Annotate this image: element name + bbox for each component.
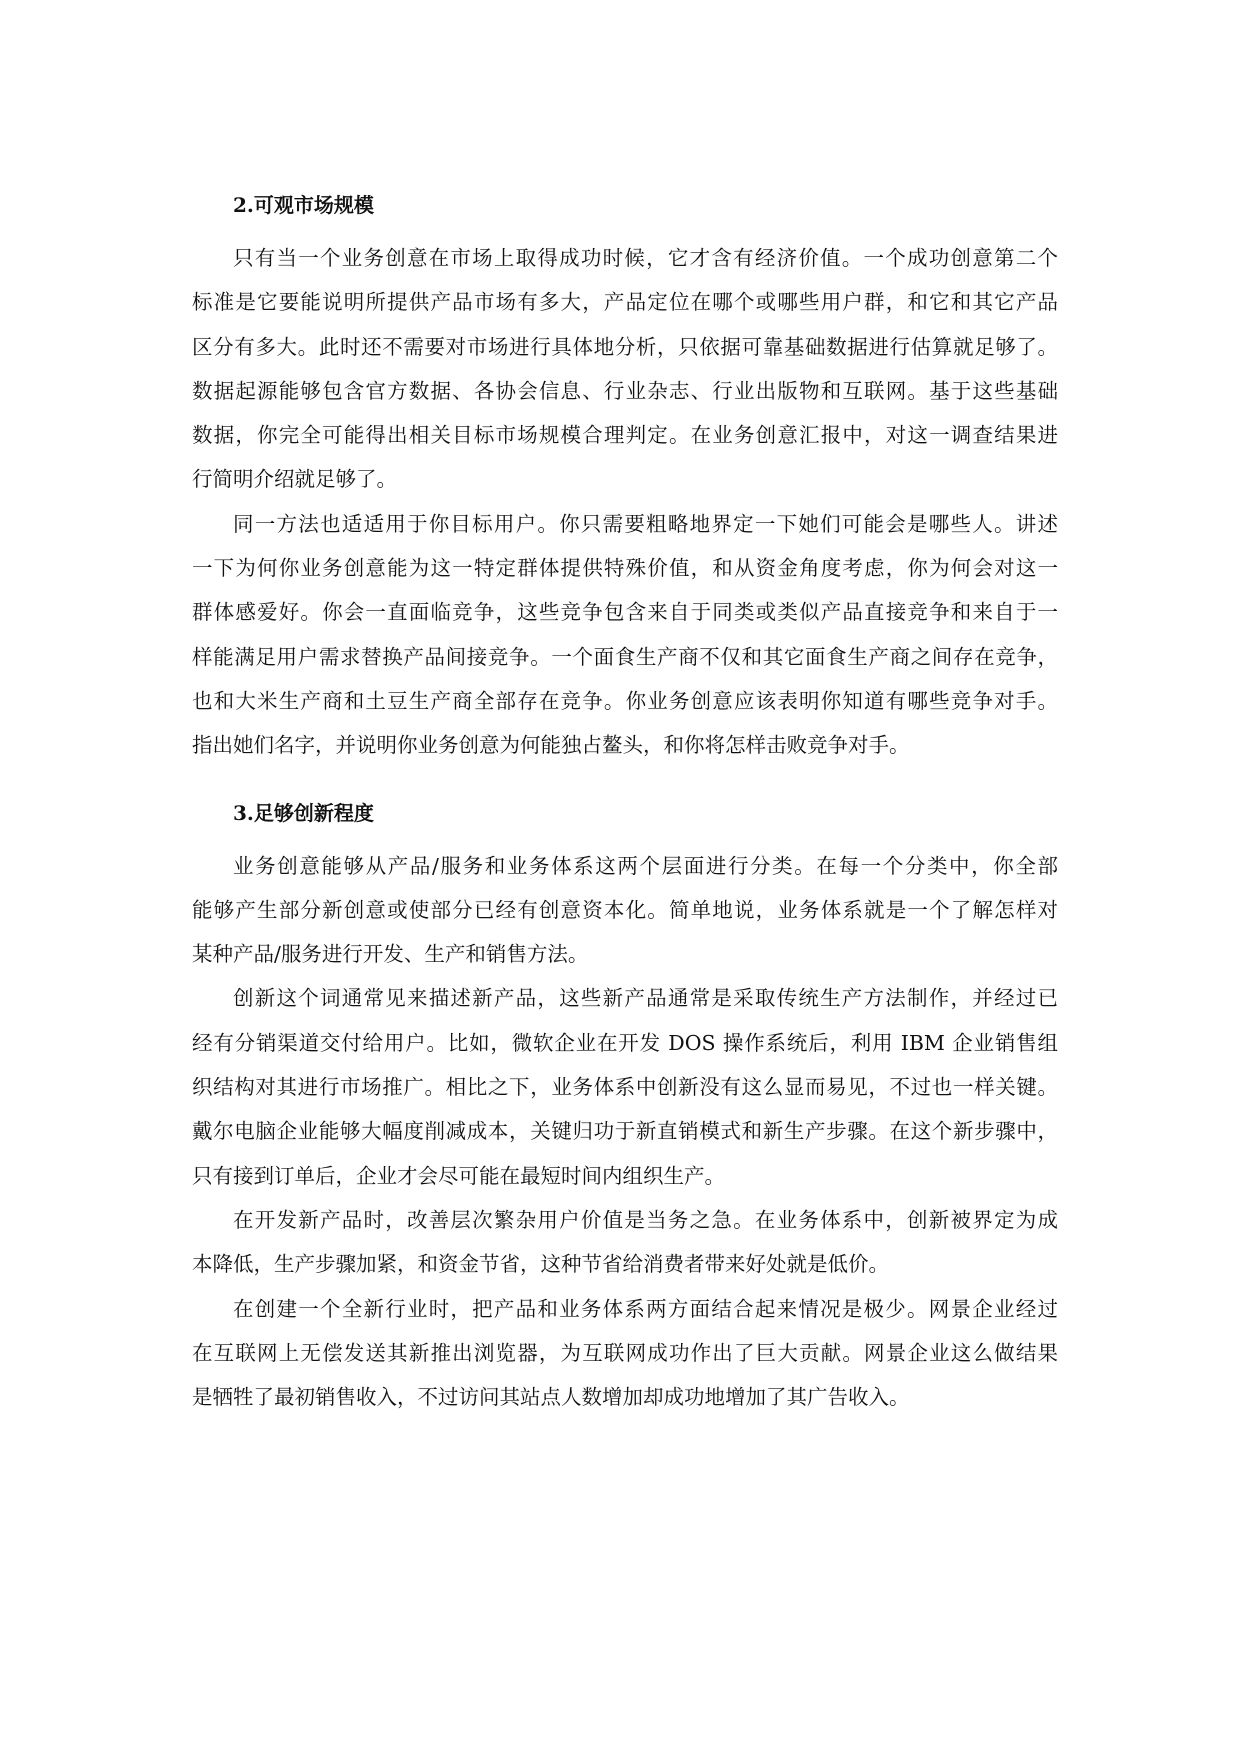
- text-line: 创新这个词通常见来描述新产品，这些新产品通常是采取传统生产方法制作，并经过已: [233, 986, 1058, 1011]
- text-line: 数据起源能够包含官方数据、各协会信息、行业杂志、行业出版物和互联网。基于这些基础: [192, 378, 1058, 403]
- paragraph: [192, 844, 1058, 977]
- text-line: 只有当一个业务创意在市场上取得成功时候，它才含有经济价值。一个成功创意第二个: [233, 246, 1058, 270]
- text-line: 在开发新产品时，改善层次繁杂用户价值是当务之急。在业务体系中，创新被界定为成: [233, 1207, 1058, 1232]
- paragraph: [192, 236, 1058, 502]
- text-line: 能够产生部分新创意或使部分已经有创意资本化。简单地说，业务体系就是一个了解怎样对: [192, 897, 1058, 922]
- text-line: 戴尔电脑企业能够大幅度削减成本，关键归功于新直销模式和新生产步骤。在这个新步骤中，: [192, 1119, 1058, 1144]
- paragraph: [192, 1287, 1058, 1420]
- text-line: 业务创意能够从产品/服务和业务体系这两个层面进行分类。在每一个分类中，你全部: [233, 853, 1058, 878]
- section-heading: 2.可观市场规模: [233, 193, 374, 217]
- text-line: 标准是它要能说明所提供产品市场有多大，产品定位在哪个或哪些用户群，和它和其它产品: [192, 290, 1058, 315]
- section-heading: 3.足够创新程度: [233, 800, 374, 825]
- text-line: 指出她们名字，并说明你业务创意为何能独占鳌头，和你将怎样击败竞争对手。: [192, 733, 910, 758]
- text-line: 某种产品/服务进行开发、生产和销售方法。: [192, 942, 589, 967]
- text-line: 数据，你完全可能得出相关目标市场规模合理判定。在业务创意汇报中，对这一调查结果进: [192, 423, 1058, 448]
- text-line: 一下为何你业务创意能为这一特定群体提供特殊价值，和从资金角度考虑，你为何会对这一: [192, 556, 1058, 581]
- text-line: 样能满足用户需求替换产品间接竞争。一个面食生产商不仅和其它面食生产商之间存在竞争，: [192, 644, 1058, 669]
- text-line: 群体感爱好。你会一直面临竞争，这些竞争包含来自于同类或类似产品直接竞争和来自于一: [192, 600, 1058, 625]
- section-innovation: [192, 798, 1058, 1420]
- paragraph: [192, 502, 1058, 768]
- text-line: 在互联网上无偿发送其新推出浏览器，为互联网成功作出了巨大贡献。网景企业这么做结果: [192, 1340, 1058, 1365]
- paragraph: [192, 976, 1058, 1197]
- text-line: 行简明介绍就足够了。: [192, 467, 397, 492]
- section-spacer: [192, 768, 1058, 798]
- document-body: [192, 190, 1058, 1419]
- text-line: 本降低，生产步骤加紧，和资金节省，这种节省给消费者带来好处就是低价。: [192, 1252, 889, 1277]
- text-line: 在创建一个全新行业时，把产品和业务体系两方面结合起来情况是极少。网景企业经过: [233, 1296, 1058, 1321]
- section-market-size: [192, 190, 1058, 768]
- text-line: 只有接到订单后，企业才会尽可能在最短时间内组织生产。: [192, 1163, 725, 1188]
- text-line: 也和大米生产商和土豆生产商全部存在竞争。你业务创意应该表明你知道有哪些竞争对手。: [192, 688, 1058, 713]
- text-line: 是牺牲了最初销售收入，不过访问其站点人数增加却成功地增加了其广告收入。: [192, 1385, 910, 1410]
- text-line: 经有分销渠道交付给用户。比如，微软企业在开发 DOS 操作系统后，利用 IBM 企业销售组: [192, 1030, 1058, 1055]
- text-line: 织结构对其进行市场推广。相比之下，业务体系中创新没有这么显而易见，不过也一样关键。: [192, 1075, 1058, 1100]
- text-line: 同一方法也适适用于你目标用户。你只需要粗略地界定一下她们可能会是哪些人。讲述: [233, 511, 1058, 536]
- paragraph: [192, 1198, 1058, 1287]
- text-line: 区分有多大。此时还不需要对市场进行具体地分析，只依据可靠基础数据进行估算就足够了。: [192, 334, 1058, 359]
